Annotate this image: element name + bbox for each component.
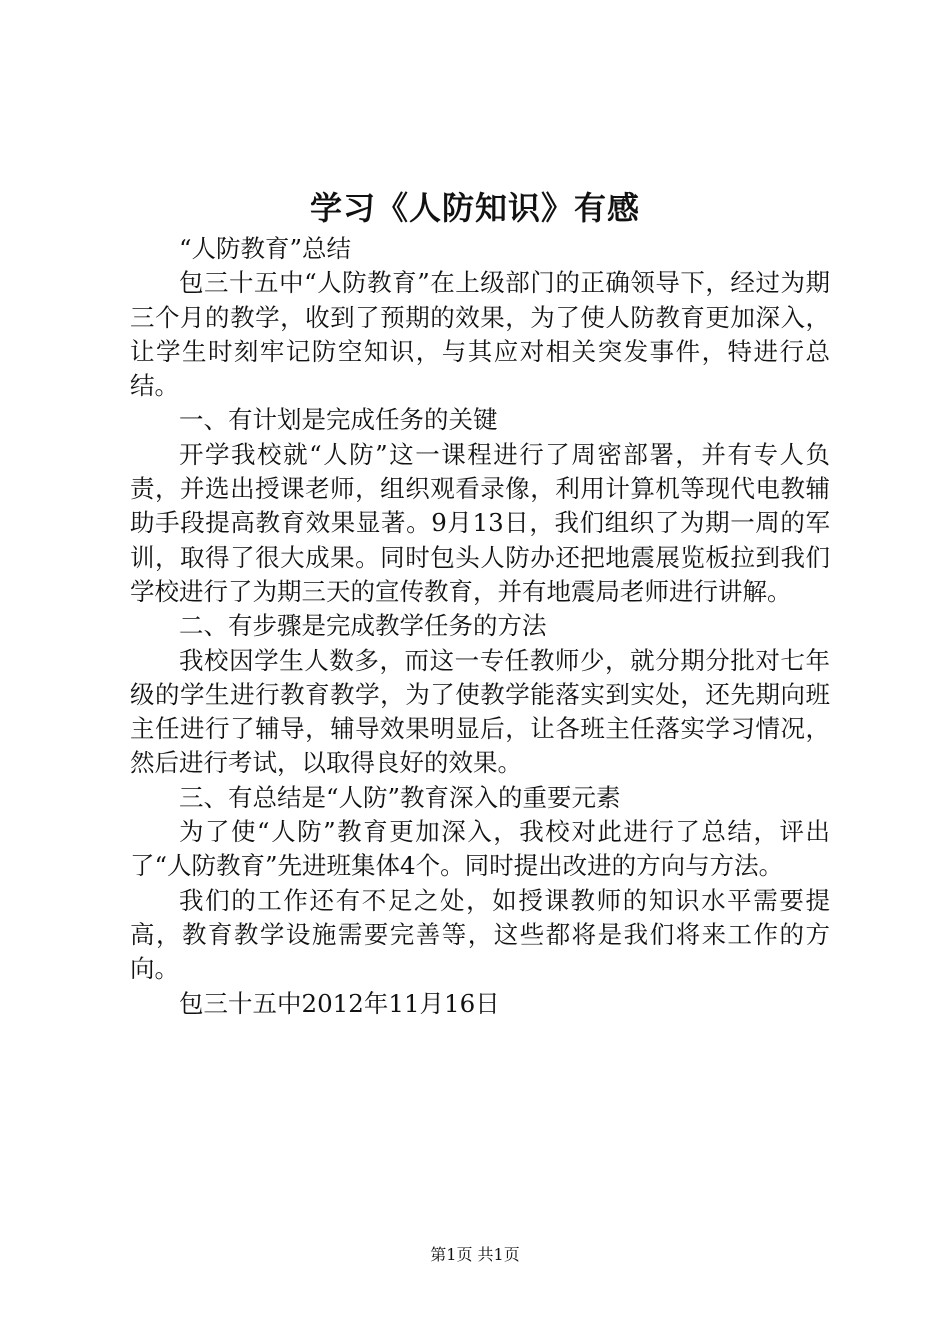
document-body [130, 232, 830, 1021]
page-footer: 第1页 共1页 [430, 1245, 520, 1264]
paragraph-shortcomings: 我们的工作还有不足之处，如授课教师的知识水平需要提高，教育教学设施需要完善等，这些都将是我们将来工作的方向。 [130, 885, 830, 984]
paragraph-section-2-body: 我校因学生人数多，而这一专任教师少，就分期分批对七年级的学生进行教育教学，为了使教学能落实到实处，还先期向班主任进行了辅导，辅导效果明显后，让各班主任落实学习情况，然后进行考试，以取得良好的效果。 [130, 645, 830, 778]
paragraph-signature-date: 包三十五中2012年11月16日 [179, 988, 500, 1018]
paragraph-section-3-heading: 三、有总结是“人防”教育深入的重要元素 [179, 782, 621, 812]
paragraph-section-3-body: 为了使“人防”教育更加深入，我校对此进行了总结，评出了“人防教育”先进班集体4个。同时提出改进的方向与方法。 [130, 817, 830, 881]
paragraph-section-2-heading: 二、有步骤是完成教学任务的方法 [179, 611, 547, 641]
paragraph-intro: 包三十五中“人防教育”在上级部门的正确领导下，经过为期三个月的教学，收到了预期的效果，为了使人防教育更加深入，让学生时刻牢记防空知识，与其应对相关突发事件，特进行总结。 [130, 268, 830, 401]
paragraph-section-1-heading: 一、有计划是完成任务的关键 [179, 405, 498, 435]
paragraph-section-1-body: 开学我校就“人防”这一课程进行了周密部署，并有专人负责，并选出授课老师，组织观看录像，利用计算机等现代电教辅助手段提高教育效果显著。9月13日，我们组织了为期一周的军训，取得了很大成果。同时包头人防办还把地震展览板拉到我们学校进行了为期三天的宣传教育，并有地震局老师进行讲解。 [130, 439, 830, 606]
document-title: 学习《人防知识》有感 [309, 189, 640, 227]
paragraph-summary-heading: “人防教育”总结 [179, 234, 352, 263]
